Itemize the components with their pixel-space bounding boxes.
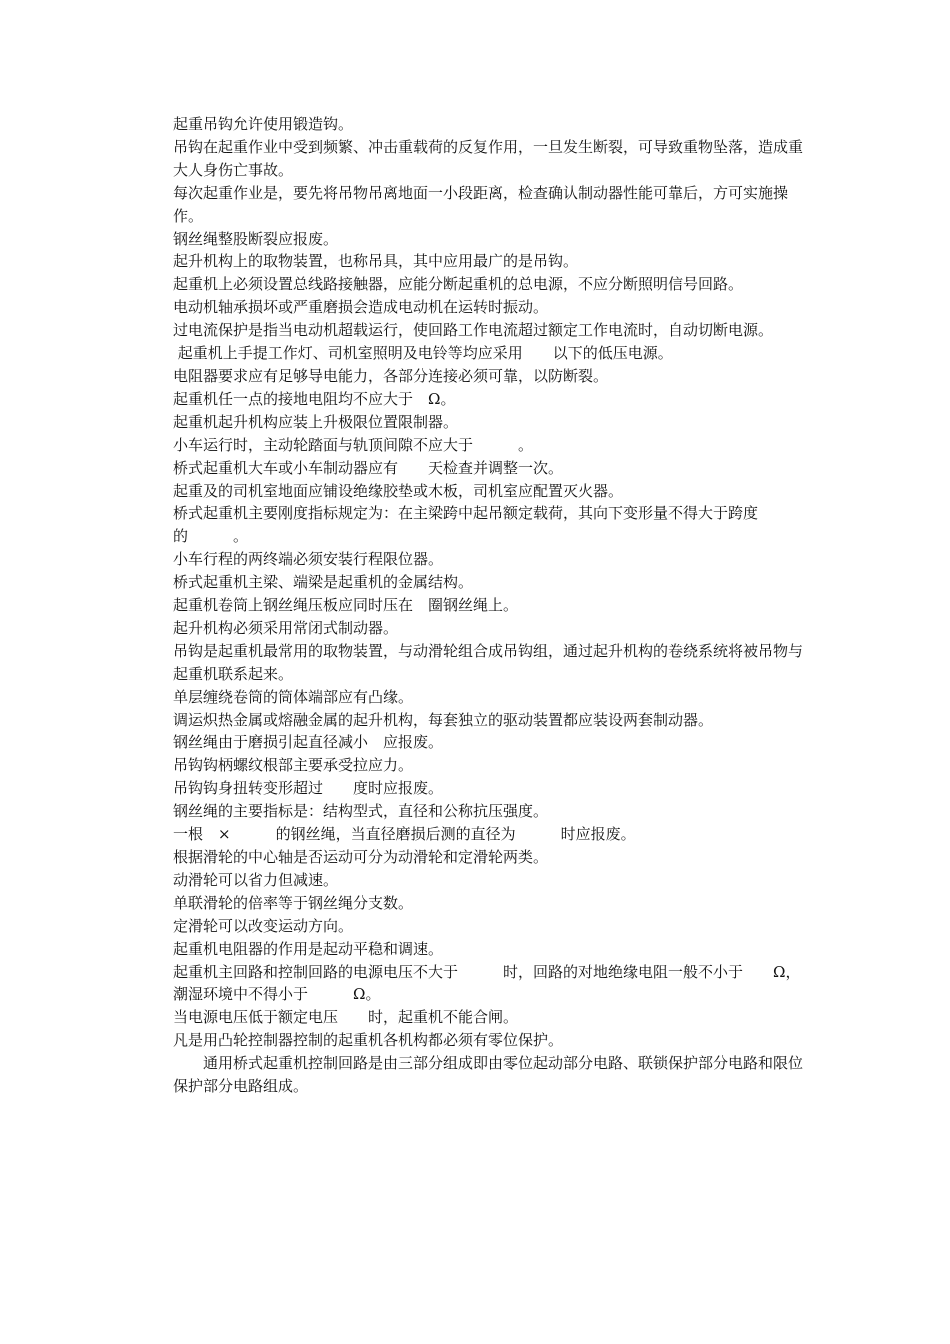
paragraph-21: 吊钩是起重机最常用的取物装置，与动滑轮组合成吊钩组，通过起升机构的卷绕系统将被吊物与起重机联系起来。 [173, 641, 804, 683]
paragraph-19: 起重机卷筒上钢丝绳压板应同时压在 圈钢丝绳上。 [173, 596, 519, 615]
paragraph-13: 小车运行时，主动轮踏面与轨顶间隙不应大于 。 [173, 435, 534, 454]
paragraph-22: 单层缠绕卷筒的筒体端部应有凸缘。 [173, 687, 414, 706]
paragraph-24: 钢丝绳由于磨损引起直径减小 应报废。 [173, 733, 444, 752]
paragraph-9: 起重机上手提工作灯、司机室照明及电铃等均应采用 以下的低压电源。 [173, 344, 673, 363]
paragraph-3: 每次起重作业是，要先将吊物吊离地面一小段距离，检查确认制动器性能可靠后，方可实施操作。 [173, 183, 789, 225]
paragraph-12: 起重机起升机构应装上升极限位置限制器。 [173, 412, 459, 431]
paragraph-37: 通用桥式起重机控制回路是由三部分组成即由零位起动部分电路、联锁保护部分电路和限位保护部分电路组成。 [173, 1054, 804, 1096]
paragraph-10: 电阻器要求应有足够导电能力，各部分连接必须可靠，以防断裂。 [173, 366, 609, 385]
paragraph-5: 起升机构上的取物装置，也称吊具，其中应用最广的是吊钩。 [173, 252, 579, 271]
paragraph-8: 过电流保护是指当电动机超载运行，使回路工作电流超过额定工作电流时，自动切断电源。 [173, 321, 774, 340]
paragraph-20: 起升机构必须采用常闭式制动器。 [173, 618, 399, 637]
paragraph-18: 桥式起重机主梁、端梁是起重机的金属结构。 [173, 573, 474, 592]
paragraph-11: 起重机任一点的接地电阻均不应大于 Ω。 [173, 389, 456, 408]
paragraph-36: 凡是用凸轮控制器控制的起重机各机构都必须有零位保护。 [173, 1031, 564, 1050]
paragraph-14: 桥式起重机大车或小车制动器应有 天检查并调整一次。 [173, 458, 564, 477]
paragraph-34: 起重机主回路和控制回路的电源电压不大于 时，回路的对地绝缘电阻一般不小于 Ω，潮湿环境中不得小于 Ω。 [173, 962, 801, 1004]
paragraph-27: 钢丝绳的主要指标是：结构型式，直径和公称抗压强度。 [173, 802, 549, 821]
paragraph-7: 电动机轴承损坏或严重磨损会造成电动机在运转时振动。 [173, 298, 549, 317]
paragraph-23: 调运炽热金属或熔融金属的起升机构，每套独立的驱动装置都应装设两套制动器。 [173, 710, 714, 729]
paragraph-17: 小车行程的两终端必须安装行程限位器。 [173, 550, 444, 569]
paragraph-2: 吊钩在起重作业中受到频繁、冲击重载荷的反复作用，一旦发生断裂，可导致重物坠落，造成重大人身伤亡事故。 [173, 137, 804, 179]
paragraph-1: 起重吊钩允许使用锻造钩。 [173, 115, 354, 133]
paragraph-28: 一根 × 的钢丝绳，当直径磨损后测的直径为 时应报废。 [173, 825, 636, 844]
paragraph-35: 当电源电压低于额定电压 时，起重机不能合闸。 [173, 1008, 519, 1027]
paragraph-33: 起重机电阻器的作用是起动平稳和调速。 [173, 939, 444, 958]
paragraph-31: 单联滑轮的倍率等于钢丝绳分支数。 [173, 893, 414, 912]
paragraph-25: 吊钩钩柄螺纹根部主要承受拉应力。 [173, 756, 414, 775]
paragraph-4: 钢丝绳整股断裂应报废。 [173, 229, 339, 248]
paragraph-6: 起重机上必须设置总线路接触器，应能分断起重机的总电源，不应分断照明信号回路。 [173, 275, 744, 294]
paragraph-30: 动滑轮可以省力但减速。 [173, 870, 339, 889]
paragraph-32: 定滑轮可以改变运动方向。 [173, 916, 354, 935]
paragraph-15: 起重及的司机室地面应铺设绝缘胶垫或木板，司机室应配置灭火器。 [173, 481, 624, 500]
document-body [173, 113, 813, 1098]
paragraph-26: 吊钩钩身扭转变形超过 度时应报废。 [173, 779, 444, 798]
paragraph-29: 根据滑轮的中心轴是否运动可分为动滑轮和定滑轮两类。 [173, 848, 549, 866]
paragraph-16: 桥式起重机主要刚度指标规定为：在主梁跨中起吊额定载荷，其向下变形量不得大于跨度的 。 [173, 504, 759, 546]
